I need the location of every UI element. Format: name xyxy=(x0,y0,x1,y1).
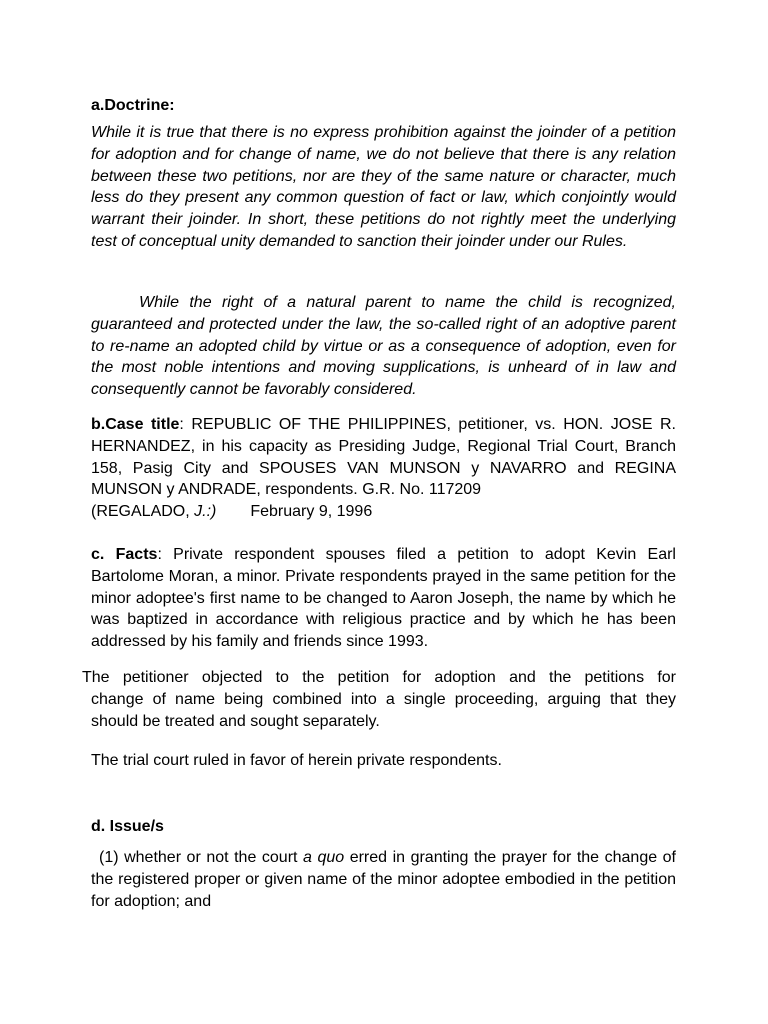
facts-paragraph-2-rest: change of name being combined into a single proceeding, arguing that they should be treated and sought separately. xyxy=(91,691,676,730)
issue-item-1 xyxy=(91,847,676,912)
facts-label: c. Facts xyxy=(91,546,158,563)
ponente-name: (REGALADO, xyxy=(91,503,195,521)
facts-paragraph-1 xyxy=(91,544,676,653)
ponente-j: J.:) xyxy=(194,503,217,521)
facts-text: : Private respondent spouses filed a petition to adopt Kevin Earl Bartolome Moran, a minor. Private respondents prayed in the same petition for the minor adoptee's first name to be changed to Aaron Joseph, the name by which he was baptized in accordance with religious practice and by which he has been addressed by his family and friends since 1993. xyxy=(91,546,676,651)
doctrine-paragraph-1: While it is true that there is no express prohibition against the joinder of a petition for adoption and for change of name, we do not believe that there is any relation between these two petitions, nor are they of the same nature or character, much less do they present any common question of fact or law, which conjointly would warrant their joinder. In short, these petitions do not rightly meet the underlying test of conceptual unity demanded to sanction their joinder under our Rules. xyxy=(91,124,676,250)
issues-heading: d. Issue/s xyxy=(91,818,164,835)
issue-item-1-pre: (1) whether or not the court xyxy=(99,849,304,866)
issue-item-1-ital: a quo xyxy=(303,849,345,866)
issue-item-1-post: erred in granting the prayer for the change of the registered proper or given name of the minor adoptee embodied in the petition for adoption; and xyxy=(91,849,676,910)
facts-paragraph-2-first-line: The petitioner objected to the petition for adoption and the petitions for xyxy=(82,669,676,686)
doctrine-heading: a.Doctrine: xyxy=(91,97,175,114)
case-title-text: : REPUBLIC OF THE PHILIPPINES, petitioner, vs. HON. JOSE R. HERNANDEZ, in his capacity as Presiding Judge, Regional Trial Court, Branch 158, Pasig City and SPOUSES VAN MUNSON y NAVARRO and REGINA MUNSON y ANDRADE, respondents. G.R. No. 117209 xyxy=(91,416,676,499)
facts-paragraph-3: The trial court ruled in favor of herein private respondents. xyxy=(91,752,502,769)
doctrine-paragraph-2: While the right of a natural parent to name the child is recognized, guaranteed and protected under the law, the so-called right of an adoptive parent to re-name an adopted child by virtue or as a consequence of adoption, even for the most noble intentions and moving supplications, is unheard of in law and consequently cannot be favorably considered. xyxy=(91,294,676,399)
case-title-paragraph xyxy=(91,414,676,523)
ponente xyxy=(91,503,216,520)
case-title-label: b.Case title xyxy=(91,416,180,433)
decision-date: February 9, 1996 xyxy=(250,503,373,521)
